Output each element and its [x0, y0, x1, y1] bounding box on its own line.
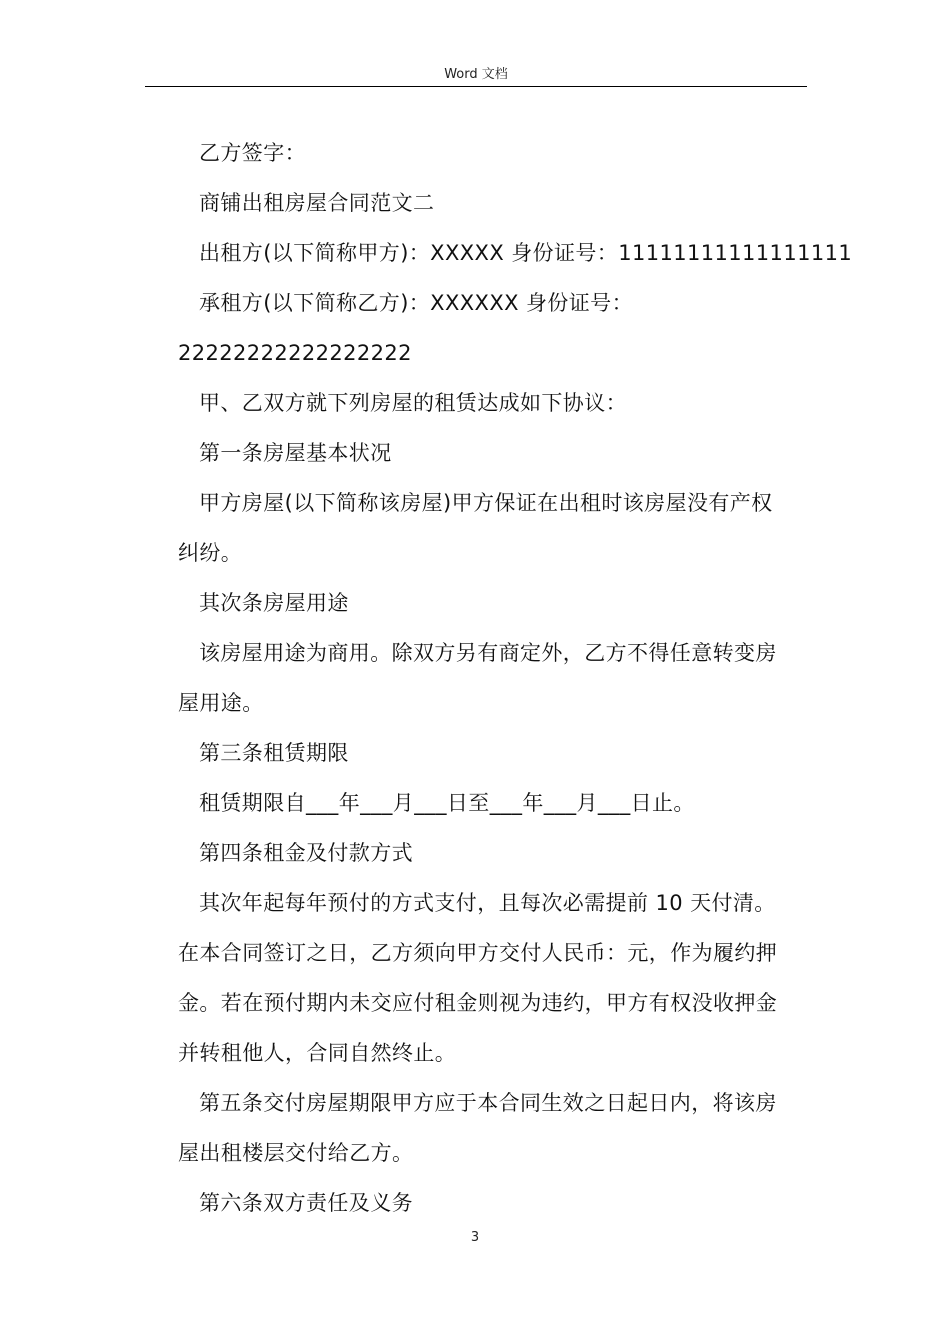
header-divider: [145, 86, 807, 87]
article-4-text: 其次年起每年预付的方式支付，且每次必需提前 10 天付清。: [199, 891, 776, 915]
document-body: [178, 128, 853, 1228]
agreement-intro: 甲、乙双方就下列房屋的租赁达成如下协议：: [199, 391, 627, 415]
article-3-heading: 第三条租赁期限: [199, 741, 349, 765]
article-3-text: 租赁期限自___年___月___日至___年___月___日止。: [199, 791, 695, 815]
article-4-heading: 第四条租金及付款方式: [199, 841, 413, 865]
lessor-info: 出租方(以下简称甲方)：XXXXX 身份证号：11111111111111111: [199, 241, 853, 265]
article-1-text: 甲方房屋(以下简称该房屋)甲方保证在出租时该房屋没有产权: [199, 491, 773, 515]
contract-title: 商铺出租房屋合同范文二: [199, 191, 435, 215]
article-2-heading: 其次条房屋用途: [199, 591, 349, 615]
lessee-id-number: 22222222222222222: [178, 341, 412, 365]
article-1-heading: 第一条房屋基本状况: [199, 441, 392, 465]
signature-line: 乙方签字：: [199, 141, 306, 165]
article-4-deposit-end: 并转租他人，合同自然终止。: [178, 1041, 457, 1065]
article-2-text: 该房屋用途为商用。除双方另有商定外，乙方不得任意转变房: [199, 641, 777, 665]
page-header: Word 文档: [444, 67, 508, 82]
article-6-heading: 第六条双方责任及义务: [199, 1191, 413, 1215]
lessee-info: 承租方(以下简称乙方)：XXXXXX 身份证号：: [199, 291, 633, 315]
article-4-deposit-cont: 金。若在预付期内未交应付租金则视为违约，甲方有权没收押金: [178, 991, 778, 1015]
article-1-text-cont: 纠纷。: [178, 541, 243, 565]
page-number: 3: [470, 1230, 480, 1245]
article-4-deposit: 在本合同签订之日，乙方须向甲方交付人民币：元，作为履约押: [178, 941, 778, 965]
article-5-text: 第五条交付房屋期限甲方应于本合同生效之日起日内，将该房: [199, 1091, 777, 1115]
article-2-text-cont: 屋用途。: [178, 691, 264, 715]
article-5-text-cont: 屋出租楼层交付给乙方。: [178, 1141, 414, 1165]
